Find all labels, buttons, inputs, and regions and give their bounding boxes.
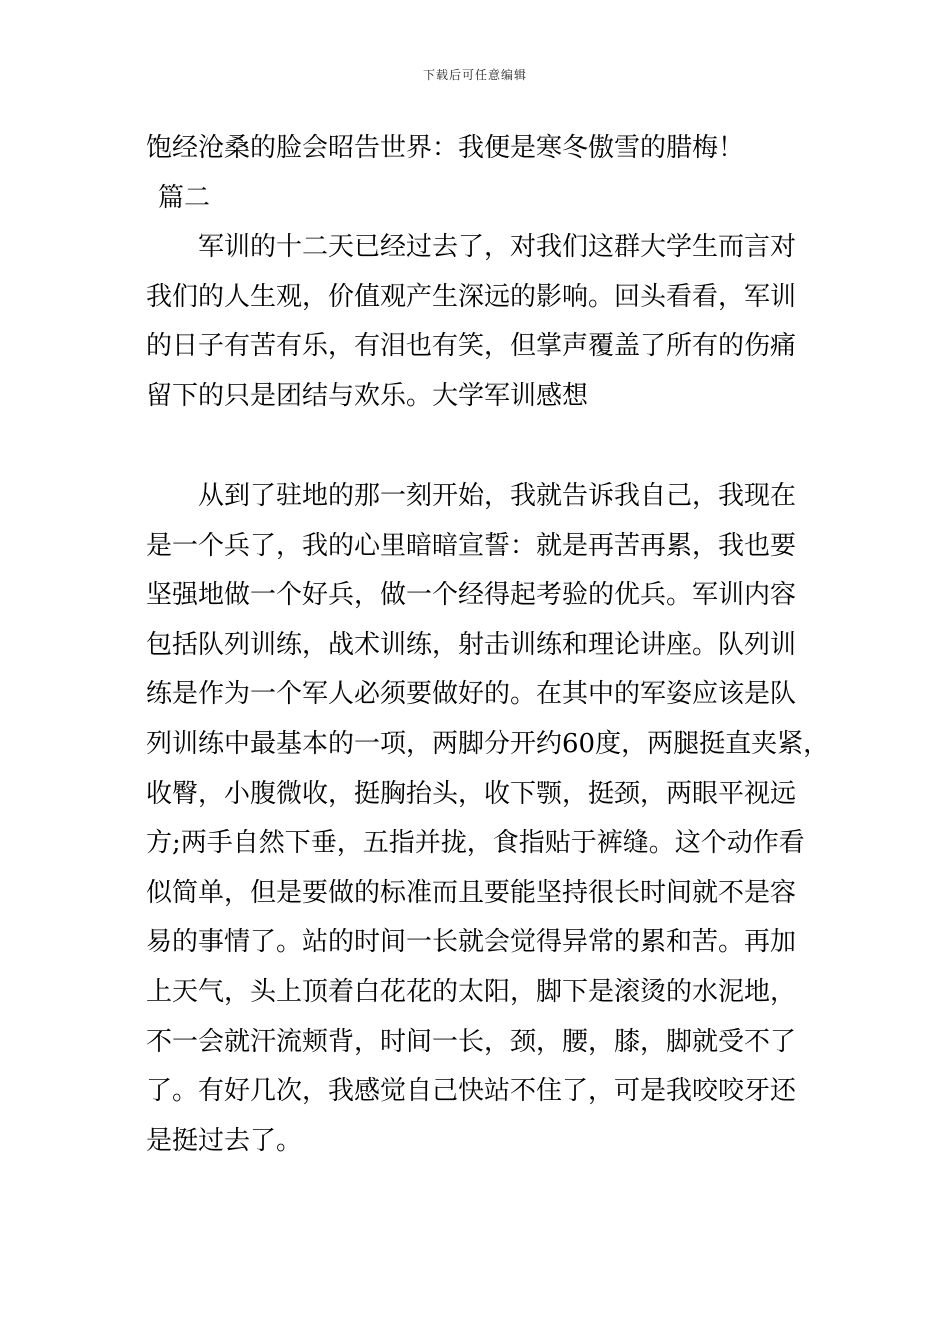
paragraph-line: 练是作为一个军人必须要做好的。在其中的军姿应该是队 [146,679,797,710]
paragraph-line: 了。有好几次，我感觉自己快站不住了，可是我咬咬牙还 [146,1076,797,1107]
header-note: 下载后可任意编辑 [422,68,527,82]
intro-line: 饱经沧桑的脸会昭告世界：我便是寒冬傲雪的腊梅！ [146,133,745,163]
document-body-top [146,124,846,422]
paragraph-line: 的日子有苦有乐，有泪也有笑，但掌声覆盖了所有的伤痛 [146,331,797,362]
paragraph-line: 方;两手自然下垂，五指并拢，食指贴于裤缝。这个动作看 [146,828,805,859]
section-heading: 篇二 [158,182,211,213]
paragraph-line: 留下的只是团结与欢乐。大学军训感想 [146,380,589,411]
paragraph-line: 从到了驻地的那一刻开始，我就告诉我自己，我现在 [198,481,797,511]
paragraph-2 [146,472,846,1166]
paragraph-line: 列训练中最基本的一项，两脚分开约60度，两腿挺直夹紧， [146,728,830,759]
paragraph-line: 收臀，小腹微收，挺胸抬头，收下颚，挺颈，两眼平视远 [146,778,797,809]
paragraph-line: 我们的人生观，价值观产生深远的影响。回头看看，军训 [146,281,797,312]
paragraph-line: 上天气，头上顶着白花花的太阳，脚下是滚烫的水泥地， [146,976,797,1007]
paragraph-line: 坚强地做一个好兵，做一个经得起考验的优兵。军训内容 [146,580,797,611]
paragraph-line: 军训的十二天已经过去了，对我们这群大学生而言对 [198,232,797,263]
paragraph-line: 似简单，但是要做的标准而且要能坚持很长时间就不是容 [146,877,797,908]
paragraph-line: 不一会就汗流颊背，时间一长，颈，腰，膝，脚就受不了 [146,1026,797,1057]
paragraph-1 [146,223,846,421]
paragraph-line: 易的事情了。站的时间一长就会觉得异常的累和苦。再加 [146,927,797,958]
paragraph-line: 是一个兵了，我的心里暗暗宣誓：就是再苦再累，我也要 [146,530,797,561]
paragraph-line: 是挺过去了。 [146,1125,303,1156]
paragraph-line: 包括队列训练，战术训练，射击训练和理论讲座。队列训 [146,629,797,660]
